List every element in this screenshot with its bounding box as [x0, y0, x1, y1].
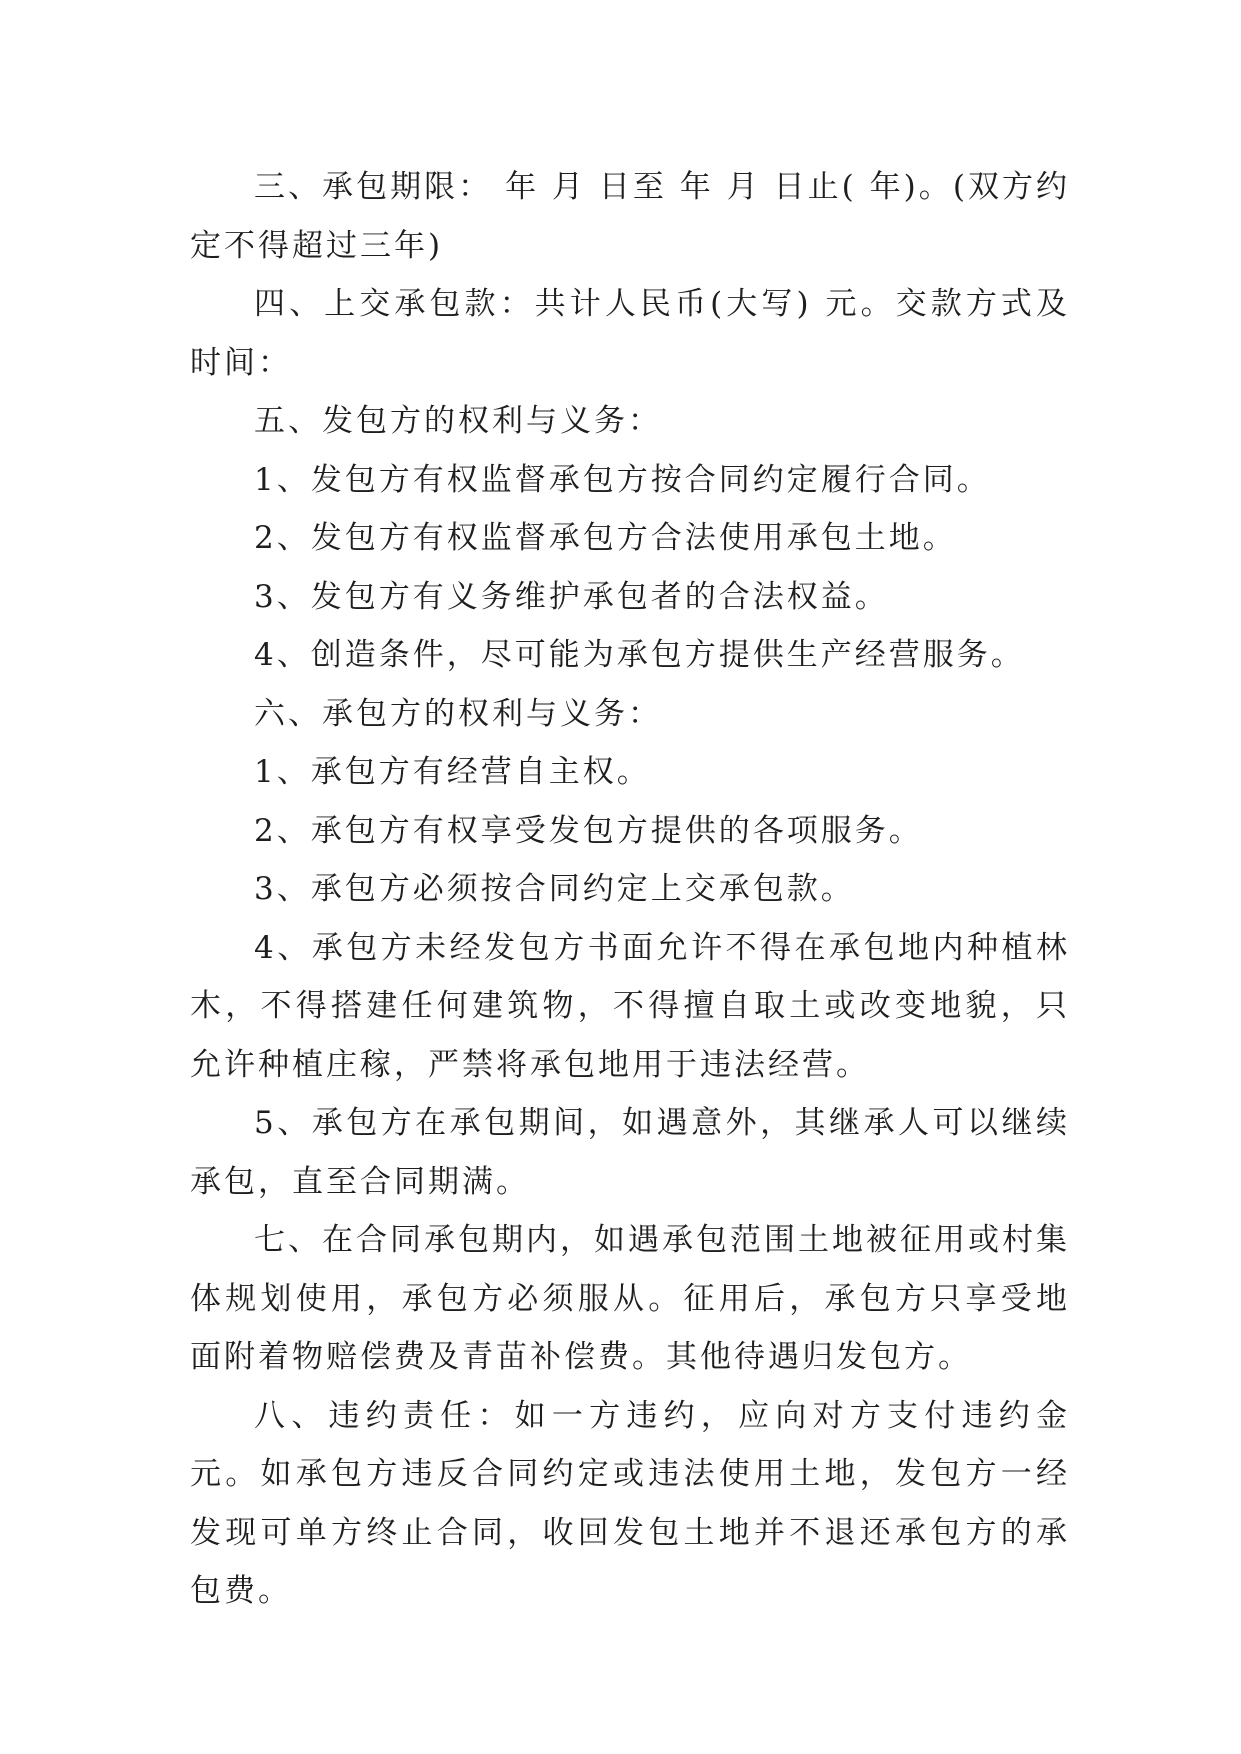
clause-term: 三、承包期限： 年 月 日至 年 月 日止( 年)。(双方约定不得超过三年) — [190, 169, 1070, 264]
lessee-item-4: 4、承包方未经发包方书面允许不得在承包地内种植林木，不得搭建任何建筑物，不得擅自取土或改变地貌，只允许种植庄稼，严禁将承包地用于违法经营。 — [190, 929, 1070, 1083]
clause-lessee-heading: 六、承包方的权利与义务： — [254, 695, 662, 732]
lessor-item-2: 2、发包方有权监督承包方合法使用承包土地。 — [254, 520, 957, 556]
clause-payment: 四、上交承包款：共计人民币(大写) 元。交款方式及时间： — [190, 286, 1070, 381]
lessee-item-3: 3、承包方必须按合同约定上交承包款。 — [254, 871, 855, 907]
lessee-item-2: 2、承包方有权享受发包方提供的各项服务。 — [254, 812, 923, 849]
lessee-item-1: 1、承包方有经营自主权。 — [254, 754, 651, 790]
clause-liability: 八、违约责任：如一方违约，应向对方支付违约金 元。如承包方违反合同约定或违法使用土地，发包方一经发现可单方终止合同，收回发包土地并不退还承包方的承包费。 — [190, 1397, 1070, 1609]
clause-expropriation: 七、在合同承包期内，如遇承包范围土地被征用或村集体规划使用，承包方必须服从。征用后，承包方只享受地面附着物赔偿费及青苗补偿费。其他待遇归发包方。 — [190, 1222, 1070, 1375]
lessee-item-5: 5、承包方在承包期间，如遇意外，其继承人可以继续承包，直至合同期满。 — [190, 1105, 1070, 1200]
lessor-item-4: 4、创造条件，尽可能为承包方提供生产经营服务。 — [254, 637, 1025, 673]
clause-lessor-heading: 五、发包方的权利与义务： — [254, 403, 662, 439]
document-body — [190, 158, 1070, 1621]
lessor-item-1: 1、发包方有权监督承包方按合同约定履行合同。 — [254, 461, 991, 498]
lessor-item-3: 3、发包方有义务维护承包者的合法权益。 — [254, 578, 889, 615]
